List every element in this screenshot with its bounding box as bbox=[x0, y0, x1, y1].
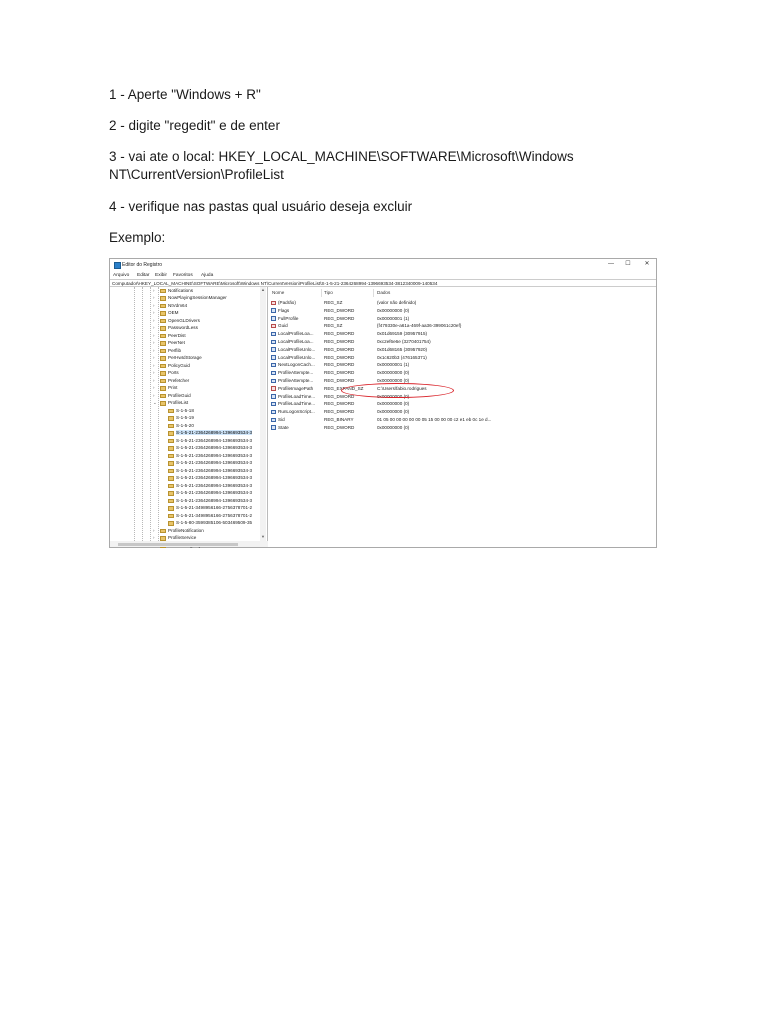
folder-icon bbox=[168, 446, 174, 451]
folder-icon bbox=[168, 469, 174, 474]
folder-icon bbox=[168, 461, 174, 466]
expand-chevron-icon[interactable]: › bbox=[153, 340, 155, 345]
tree-item-label: S-1-5-21-2364268994-1396693534-3 bbox=[176, 445, 253, 451]
value-type: REG_DWORD bbox=[324, 307, 355, 313]
registry-values-list[interactable] bbox=[269, 287, 657, 547]
tree-item[interactable] bbox=[110, 317, 260, 325]
expand-chevron-icon[interactable]: › bbox=[153, 310, 155, 315]
step-2-text: 2 - digite "regedit" e de enter bbox=[109, 118, 280, 133]
tree-item[interactable] bbox=[110, 355, 260, 363]
tree-item[interactable] bbox=[110, 287, 260, 295]
folder-icon bbox=[160, 304, 166, 309]
value-data: 0x00000000 (0) bbox=[377, 378, 410, 383]
binary-value-icon bbox=[271, 355, 276, 360]
value-type: REG_DWORD bbox=[324, 354, 355, 360]
tree-item-label: ProfileService bbox=[168, 535, 197, 541]
value-name: ProfileAttempte... bbox=[278, 378, 314, 383]
tree-item-label: Perflib bbox=[168, 347, 182, 353]
value-name: RunLogonScript... bbox=[278, 409, 315, 415]
tree-item[interactable] bbox=[110, 377, 260, 385]
tree-item-sid[interactable] bbox=[110, 482, 260, 490]
menu-favoritos[interactable]: Favoritos bbox=[173, 272, 193, 278]
value-type: REG_DWORD bbox=[324, 393, 355, 399]
value-name: ProfileLoadTime... bbox=[278, 393, 316, 399]
expand-chevron-icon[interactable]: › bbox=[153, 527, 155, 533]
folder-icon bbox=[168, 439, 174, 444]
scroll-down-icon[interactable]: ▼ bbox=[261, 534, 265, 539]
folder-icon bbox=[160, 289, 166, 294]
string-value-icon bbox=[271, 386, 276, 391]
value-row[interactable] bbox=[269, 416, 657, 424]
close-button[interactable]: ✕ bbox=[644, 261, 650, 267]
value-name: (Padrão) bbox=[278, 300, 296, 305]
tree-item-label: NowPlayingSessionManager bbox=[168, 295, 227, 301]
tree-item-sid[interactable] bbox=[110, 497, 260, 505]
tree-item[interactable] bbox=[110, 310, 260, 318]
value-name: NextLogonCach... bbox=[278, 362, 315, 368]
tree-item-sid[interactable] bbox=[110, 452, 260, 460]
regedit-titlebar bbox=[110, 259, 656, 271]
tree-item-label: Prefetcher bbox=[168, 377, 190, 383]
tree-item-label: ProfileList bbox=[168, 400, 189, 406]
tree-item-sid[interactable] bbox=[110, 445, 260, 453]
value-type: REG_BINARY bbox=[324, 417, 354, 422]
value-row[interactable] bbox=[269, 315, 657, 323]
expand-chevron-icon[interactable]: › bbox=[153, 392, 155, 398]
tree-item-label: S-1-5-21-2364268994-1396693534-3 bbox=[176, 482, 253, 488]
tree-item-label: OEM bbox=[168, 310, 179, 316]
folder-icon bbox=[168, 416, 174, 421]
value-data: 0x00000000 (0) bbox=[377, 307, 410, 313]
tree-item-label: S-1-5-21-2364268994-1396693534-3 bbox=[176, 497, 253, 503]
value-type: REG_DWORD bbox=[324, 409, 355, 415]
tree-item-label: PasswordLess bbox=[168, 325, 198, 331]
value-name: State bbox=[278, 424, 289, 430]
expand-chevron-icon[interactable]: › bbox=[153, 325, 155, 330]
tree-item-label: S-1-5-21-2364268994-1396693534-3 bbox=[176, 460, 253, 466]
folder-icon bbox=[160, 386, 166, 391]
tree-item-label: S-1-5-21-2364268994-1396693534-3 bbox=[176, 452, 253, 458]
tree-horizontal-scrollbar[interactable] bbox=[110, 541, 268, 547]
binary-value-icon bbox=[271, 363, 276, 368]
folder-icon bbox=[168, 506, 174, 511]
folder-icon bbox=[168, 409, 174, 414]
regedit-address-bar[interactable] bbox=[110, 279, 656, 287]
value-data: 0x00000000 (0) bbox=[377, 401, 410, 407]
value-row[interactable] bbox=[269, 307, 657, 315]
tree-item[interactable] bbox=[110, 527, 260, 535]
highlight-ellipse bbox=[341, 383, 454, 398]
value-row[interactable] bbox=[269, 424, 657, 432]
folder-icon bbox=[160, 371, 166, 376]
value-data: 0x01d69159 (30957915) bbox=[377, 331, 428, 337]
tree-item-label: S-1-5-21-2364268994-1396693534-3 bbox=[176, 475, 253, 481]
tree-item[interactable] bbox=[110, 347, 260, 355]
value-name: Sid bbox=[278, 417, 285, 422]
binary-value-icon bbox=[271, 308, 276, 313]
tree-item[interactable] bbox=[110, 332, 260, 340]
tree-item-label: PeerDist bbox=[168, 332, 186, 338]
value-data: 0x00000000 (0) bbox=[377, 370, 410, 376]
value-type: REG_DWORD bbox=[324, 339, 355, 344]
tree-item-label: S-1-5-21-3498956166-2756378701-2 bbox=[176, 512, 253, 518]
expand-chevron-icon[interactable]: › bbox=[153, 295, 155, 300]
value-row[interactable] bbox=[269, 361, 657, 369]
tree-item-label: S-1-5-19 bbox=[176, 415, 194, 421]
binary-value-icon bbox=[271, 379, 276, 384]
binary-value-icon bbox=[271, 332, 276, 337]
collapse-chevron-icon[interactable]: ⌄ bbox=[153, 400, 157, 405]
step-4-text: 4 - verifique nas pastas qual usuário deseja excluir bbox=[109, 199, 413, 214]
tree-item[interactable] bbox=[110, 295, 260, 303]
value-row[interactable] bbox=[269, 393, 657, 401]
folder-icon bbox=[168, 424, 174, 429]
value-row[interactable] bbox=[269, 330, 657, 338]
example-label: Exemplo: bbox=[109, 230, 166, 245]
expand-chevron-icon[interactable]: › bbox=[153, 332, 155, 338]
expand-chevron-icon[interactable]: › bbox=[153, 287, 155, 293]
tree-item-label: ProfileGuid bbox=[168, 392, 191, 398]
folder-icon bbox=[160, 311, 166, 316]
folder-icon bbox=[168, 484, 174, 489]
value-data: 0x00000001 (1) bbox=[377, 362, 410, 368]
tree-item-sid[interactable] bbox=[110, 467, 260, 475]
expand-chevron-icon[interactable]: › bbox=[153, 370, 155, 375]
value-row[interactable] bbox=[269, 385, 657, 393]
tree-item-sid[interactable] bbox=[110, 512, 260, 520]
binary-value-icon bbox=[271, 371, 276, 376]
expand-chevron-icon[interactable]: › bbox=[153, 385, 155, 390]
value-type: REG_SZ bbox=[324, 300, 343, 305]
value-name: Guid bbox=[278, 323, 288, 329]
binary-value-icon bbox=[271, 410, 276, 415]
menu-editar[interactable]: Editar bbox=[137, 272, 150, 278]
value-row[interactable] bbox=[269, 346, 657, 354]
folder-icon bbox=[160, 401, 166, 406]
folder-icon bbox=[160, 334, 166, 339]
tree-item-label: S-1-5-21-2364268994-1396693534-3 bbox=[176, 437, 253, 443]
folder-icon bbox=[160, 349, 166, 354]
expand-chevron-icon[interactable]: › bbox=[153, 377, 155, 383]
folder-icon bbox=[168, 431, 174, 436]
minimize-button[interactable]: — bbox=[608, 261, 614, 267]
value-type: REG_DWORD bbox=[324, 362, 355, 368]
maximize-button[interactable]: ☐ bbox=[625, 261, 631, 267]
step-3-text: 3 - vai ate o local: HKEY_LOCAL_MACHINE\SOFTWARE\Microsoft\Windows bbox=[109, 149, 574, 164]
tree-item-label: S-1-5-80-3599385106-503469509-35 bbox=[176, 520, 253, 526]
binary-value-icon bbox=[271, 402, 276, 407]
value-row[interactable] bbox=[269, 299, 657, 307]
string-value-icon bbox=[271, 324, 276, 329]
tree-item-sid[interactable] bbox=[110, 415, 260, 423]
tree-item-label: Notifications bbox=[168, 287, 194, 293]
binary-value-icon bbox=[271, 394, 276, 399]
expand-chevron-icon[interactable]: › bbox=[153, 355, 155, 360]
expand-chevron-icon[interactable]: › bbox=[153, 302, 155, 308]
folder-icon bbox=[160, 296, 166, 301]
value-data: {f479330e-a61a-469f-aa36-399061c20ef} bbox=[377, 323, 462, 329]
folder-icon bbox=[160, 379, 166, 384]
value-row[interactable] bbox=[269, 322, 657, 330]
value-data: 0x00000001 (1) bbox=[377, 315, 410, 321]
tree-item[interactable] bbox=[110, 392, 260, 400]
column-type[interactable]: Tipo bbox=[324, 290, 333, 295]
expand-chevron-icon[interactable]: › bbox=[153, 317, 155, 323]
folder-icon bbox=[160, 364, 166, 369]
scroll-thumb[interactable] bbox=[118, 543, 238, 546]
value-data: 0x00000000 (0) bbox=[377, 393, 410, 399]
tree-item-label: OpenGLDrivers bbox=[168, 317, 200, 323]
tree-item-label: S-1-5-20 bbox=[176, 422, 194, 428]
menu-exibir[interactable]: Exibir bbox=[155, 272, 167, 278]
tree-item-sid[interactable] bbox=[110, 407, 260, 415]
value-name: ProfileImagePath bbox=[278, 385, 314, 391]
tree-item-label: PerHwIdStorage bbox=[168, 355, 202, 361]
binary-value-icon bbox=[271, 347, 276, 352]
value-data: 0x00000000 (0) bbox=[377, 424, 410, 430]
value-row[interactable] bbox=[269, 369, 657, 377]
value-name: ProfileAttempte... bbox=[278, 370, 314, 376]
value-type: REG_DWORD bbox=[324, 315, 355, 321]
value-name: LocalProfileUnlo... bbox=[278, 354, 316, 360]
value-type: REG_DWORD bbox=[324, 370, 355, 376]
tree-item[interactable] bbox=[110, 400, 260, 408]
value-data: 01 05 00 00 00 00 00 05 15 00 00 00 c2 e1 eb 0c 1e d... bbox=[377, 417, 492, 422]
expand-chevron-icon[interactable]: › bbox=[153, 362, 155, 368]
folder-icon bbox=[160, 356, 166, 361]
value-type: REG_DWORD bbox=[324, 378, 355, 383]
expand-chevron-icon[interactable]: › bbox=[153, 535, 155, 540]
tree-item-label: S-1-5-21-3498956166-2756378701-2 bbox=[176, 505, 253, 511]
value-name: LocalProfileUnlo... bbox=[278, 346, 316, 352]
step-3-text-continued: NT\CurrentVersion\ProfileList bbox=[109, 167, 284, 182]
tree-item-sid[interactable] bbox=[110, 460, 260, 468]
tree-vertical-scrollbar[interactable] bbox=[260, 287, 266, 541]
tree-item-sid[interactable] bbox=[110, 437, 260, 445]
value-data: 0x1c620b3 (476165371) bbox=[377, 354, 427, 360]
folder-icon bbox=[168, 499, 174, 504]
tree-item[interactable] bbox=[110, 302, 260, 310]
tree-item-label: ProfileNotification bbox=[168, 527, 204, 533]
value-type: REG_DWORD bbox=[324, 331, 355, 337]
column-data[interactable]: Dados bbox=[377, 290, 391, 295]
value-data: C:\Users\fabio.rodrigues bbox=[377, 385, 427, 391]
tree-item-sid[interactable] bbox=[110, 490, 260, 498]
value-name: ProfileLoadTime... bbox=[278, 401, 316, 407]
regedit-menubar bbox=[110, 271, 656, 279]
tree-item-label: PolicyGuid bbox=[168, 362, 190, 368]
tree-item-sid[interactable] bbox=[110, 505, 260, 513]
tree-item[interactable] bbox=[110, 325, 260, 333]
tree-item-sid[interactable] bbox=[110, 430, 260, 438]
value-data: (valor não definido) bbox=[377, 300, 417, 305]
menu-arquivo[interactable]: Arquivo bbox=[113, 272, 130, 278]
tree-item-sid[interactable] bbox=[110, 422, 260, 430]
value-type: REG_DWORD bbox=[324, 424, 355, 430]
tree-item-label: PeerNet bbox=[168, 340, 185, 346]
address-path: Computador\HKEY_LOCAL_MACHINE\SOFTWARE\Microsoft\Windows NT\CurrentVersion\ProfileList\S-1-5-21-2364268994-1396693534-3812340009-140534 bbox=[112, 281, 438, 287]
regedit-app-icon bbox=[114, 262, 121, 269]
folder-icon bbox=[160, 529, 166, 534]
regedit-screenshot bbox=[109, 258, 657, 548]
expand-chevron-icon[interactable]: › bbox=[153, 347, 155, 353]
value-name: LocalProfileLoa... bbox=[278, 331, 314, 337]
binary-value-icon bbox=[271, 425, 276, 430]
binary-value-icon bbox=[271, 340, 276, 345]
binary-value-icon bbox=[271, 316, 276, 321]
folder-icon bbox=[168, 514, 174, 519]
registry-key-tree[interactable] bbox=[110, 287, 268, 541]
tree-item-sid[interactable] bbox=[110, 475, 260, 483]
folder-icon bbox=[160, 394, 166, 399]
tree-item-label: S-1-5-18 bbox=[176, 407, 194, 413]
value-row[interactable] bbox=[269, 338, 657, 346]
value-name: FullProfile bbox=[278, 315, 299, 321]
tree-item-label: S-1-5-21-2364268994-1396693534-3 bbox=[176, 467, 253, 473]
menu-ajuda[interactable]: Ajuda bbox=[201, 272, 214, 278]
value-type: REG_EXPAND_SZ bbox=[324, 385, 364, 391]
folder-icon bbox=[168, 491, 174, 496]
tree-item[interactable] bbox=[110, 370, 260, 378]
tree-item[interactable] bbox=[110, 340, 260, 348]
value-data: 0x01d68165 (30957920) bbox=[377, 346, 428, 352]
value-row[interactable] bbox=[269, 400, 657, 408]
value-type: REG_DWORD bbox=[324, 346, 355, 352]
folder-icon bbox=[168, 521, 174, 526]
binary-value-icon bbox=[271, 418, 276, 423]
value-type: REG_SZ bbox=[324, 323, 343, 329]
value-data: 0xc2ef6e6e (3270401754) bbox=[377, 339, 431, 344]
folder-icon bbox=[160, 341, 166, 346]
value-name: Flags bbox=[278, 307, 290, 313]
folder-icon bbox=[160, 326, 166, 331]
value-data: 0x00000000 (0) bbox=[377, 409, 410, 415]
tree-item-label: NtVdm64 bbox=[168, 302, 188, 308]
value-row[interactable] bbox=[269, 377, 657, 385]
folder-icon bbox=[160, 536, 166, 541]
scroll-up-icon[interactable]: ▲ bbox=[261, 287, 265, 292]
folder-icon bbox=[168, 454, 174, 459]
regedit-title: Editor do Registro bbox=[122, 261, 163, 268]
tree-item-label: S-1-5-21-2364268994-1396693534-3 bbox=[176, 430, 253, 436]
value-row[interactable] bbox=[269, 354, 657, 362]
column-name[interactable]: Nome bbox=[272, 290, 285, 295]
value-type: REG_DWORD bbox=[324, 401, 355, 407]
folder-icon bbox=[168, 476, 174, 481]
tree-item[interactable] bbox=[110, 385, 260, 393]
string-value-icon bbox=[271, 301, 276, 306]
step-1-text: 1 - Aperte "Windows + R" bbox=[109, 87, 261, 102]
tree-item-label: Print bbox=[168, 385, 178, 391]
value-name: LocalProfileLoa... bbox=[278, 339, 314, 344]
tree-item-sid[interactable] bbox=[110, 520, 260, 528]
tree-item-label: Ports bbox=[168, 370, 179, 376]
value-row[interactable] bbox=[269, 408, 657, 416]
folder-icon bbox=[160, 319, 166, 324]
tree-item-label: S-1-5-21-2364268994-1396693534-3 bbox=[176, 490, 253, 496]
tree-item[interactable] bbox=[110, 362, 260, 370]
